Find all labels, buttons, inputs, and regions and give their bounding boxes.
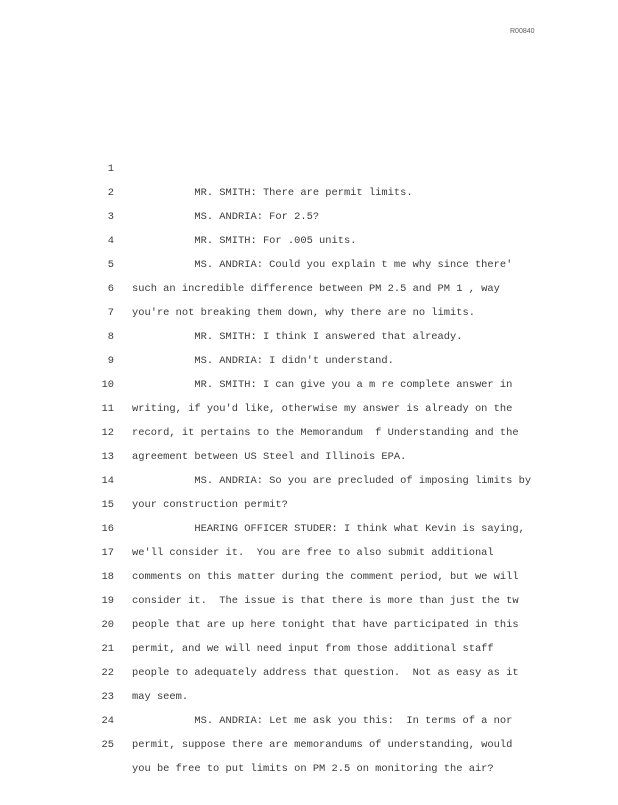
line-text: people to adequately address that question. Not as easy as it: [132, 667, 519, 679]
line-number: 16: [101, 523, 114, 535]
line-text: such an incredible difference between PM 2.5 and PM 1 , way: [132, 283, 500, 295]
line-number: 25: [101, 739, 114, 751]
line-number: 18: [101, 571, 114, 583]
line-text: may seem.: [132, 691, 189, 703]
line-number: 5: [107, 259, 114, 271]
line-text: MR. SMITH: I think I answered that already.: [132, 331, 463, 343]
line-number: 24: [101, 715, 114, 727]
line-number: 22: [101, 667, 114, 679]
line-text: comments on this matter during the comment period, but we will: [132, 571, 519, 583]
line-text: record, it pertains to the Memorandum f Understanding and the: [132, 427, 519, 439]
line-text: MS. ANDRIA: Could you explain t me why since there': [132, 259, 513, 271]
line-number: 4: [107, 235, 114, 247]
line-text: you be free to put limits on PM 2.5 on monitoring the air?: [132, 763, 494, 775]
line-number: 1: [107, 163, 114, 175]
line-text: MS. ANDRIA: So you are precluded of imposing limits by: [132, 475, 532, 487]
line-text: MR. SMITH: For .005 units.: [132, 235, 357, 247]
line-number: 3: [107, 211, 114, 223]
line-text: people that are up here tonight that have participated in this: [132, 619, 519, 631]
line-number: 17: [101, 547, 114, 559]
line-number: 9: [107, 355, 114, 367]
line-text: your construction permit?: [132, 499, 288, 511]
line-number: 23: [101, 691, 114, 703]
line-number: 8: [107, 331, 114, 343]
page-stamp: R00840: [510, 28, 535, 35]
line-text: consider it. The issue is that there is more than just the tw: [132, 595, 519, 607]
line-text: permit, suppose there are memorandums of understanding, would: [132, 739, 513, 751]
line-number: 20: [101, 619, 114, 631]
line-number: 19: [101, 595, 114, 607]
line-number: 7: [107, 307, 114, 319]
line-number: 13: [101, 451, 114, 463]
line-number: 15: [101, 499, 114, 511]
line-text: permit, and we will need input from those additional staff: [132, 643, 494, 655]
line-text: MR. SMITH: There are permit limits.: [132, 187, 413, 199]
line-text: MR. SMITH: I can give you a m re complete answer in: [132, 379, 513, 391]
line-number: 12: [101, 427, 114, 439]
line-number: 10: [101, 379, 114, 391]
transcript-body: [0, 133, 618, 775]
line-text: HEARING OFFICER STUDER: I think what Kevin is saying,: [132, 523, 525, 535]
line-number: 14: [101, 475, 114, 487]
line-number: 11: [101, 403, 114, 415]
line-number: 6: [107, 283, 114, 295]
line-number: 21: [101, 643, 114, 655]
line-text: agreement between US Steel and Illinois EPA.: [132, 451, 407, 463]
line-text: you're not breaking them down, why there are no limits.: [132, 307, 475, 319]
line-text: writing, if you'd like, otherwise my answer is already on the: [132, 403, 513, 415]
line-text: MS. ANDRIA: I didn't understand.: [132, 355, 394, 367]
line-text: MS. ANDRIA: For 2.5?: [132, 211, 320, 223]
transcript-line: [0, 133, 618, 199]
line-text: we'll consider it. You are free to also submit additional: [132, 547, 494, 559]
line-number: 2: [107, 187, 114, 199]
line-text: MS. ANDRIA: Let me ask you this: In terms of a nor: [132, 715, 513, 727]
